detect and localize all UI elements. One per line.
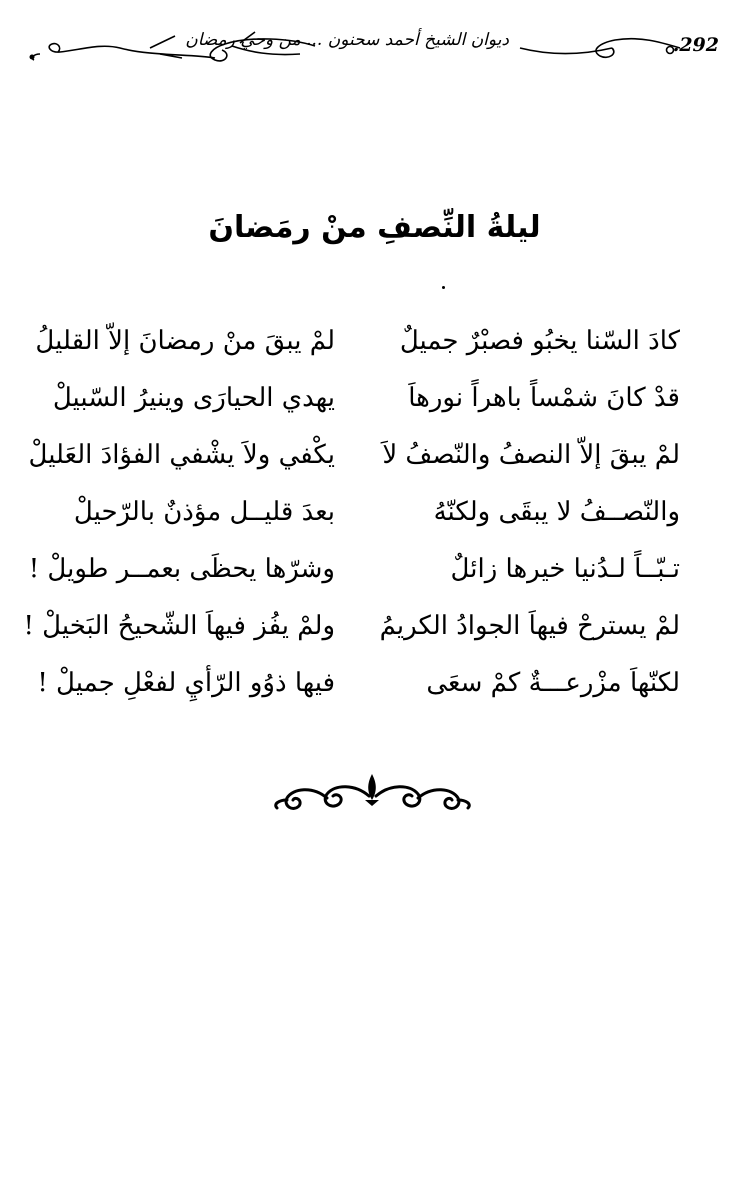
verse-first-hemistich: لمْ يبقَ إلاّ النصفُ والنّصفُ لاَ [382, 440, 680, 470]
verse-second-hemistich: ولمْ يفُز فيهاَ الشّحيحُ البَخيلْ ! [23, 611, 335, 641]
verse-first-hemistich: لكنّهاَ مزْرعـــةٌ كمْ سعَى [426, 668, 680, 698]
separator-dot [442, 286, 445, 289]
verse-first-hemistich: قدْ كانَ شمْساً باهراً نورهاَ [408, 383, 680, 413]
verse-second-hemistich: وشرّها يحظَى بعمــر طويلْ ! [28, 554, 335, 584]
poem-body [23, 318, 680, 717]
verse-first-hemistich: كادَ السّنا يخبُو فصبْرٌ جميلٌ [399, 326, 680, 356]
verse [23, 603, 680, 660]
verse-second-hemistich: فيها ذوُو الرّأيِ لفعْلِ جميلْ ! [37, 668, 335, 698]
verse [28, 432, 680, 489]
running-title: ديوان الشيخ أحمد سحنون ... من وحي رمضان [185, 30, 509, 50]
verse [37, 660, 680, 717]
verse [52, 375, 680, 432]
fleuron-icon [265, 770, 480, 820]
verse-first-hemistich: والنّصــفُ لا يبقَى ولكنّهُ [433, 497, 680, 527]
verse-second-hemistich: يهدي الحيارَى وينيرُ السّبيلْ [52, 383, 335, 413]
verse-second-hemistich: يكْفي ولاَ يشْفي الفؤادَ العَليلْ [28, 440, 335, 470]
verse [35, 318, 680, 375]
verse-second-hemistich: لمْ يبقَ منْ رمضانَ إلاّ القليلُ [35, 326, 335, 356]
verse [73, 489, 680, 546]
poem-title: ليلةُ النِّصفِ منْ رمَضانَ [208, 210, 541, 245]
verse-second-hemistich: بعدَ قليــل مؤذنٌ بالرّحيلْ [73, 497, 335, 527]
page-header [0, 18, 749, 78]
verse-first-hemistich: تـبّــاً لـدُنيا خيرها زائلٌ [450, 554, 680, 584]
verse [28, 546, 680, 603]
page-number: .292 [672, 34, 719, 56]
verse-first-hemistich: لمْ يسترحْ فيهاَ الجوادُ الكريمُ [379, 611, 680, 641]
